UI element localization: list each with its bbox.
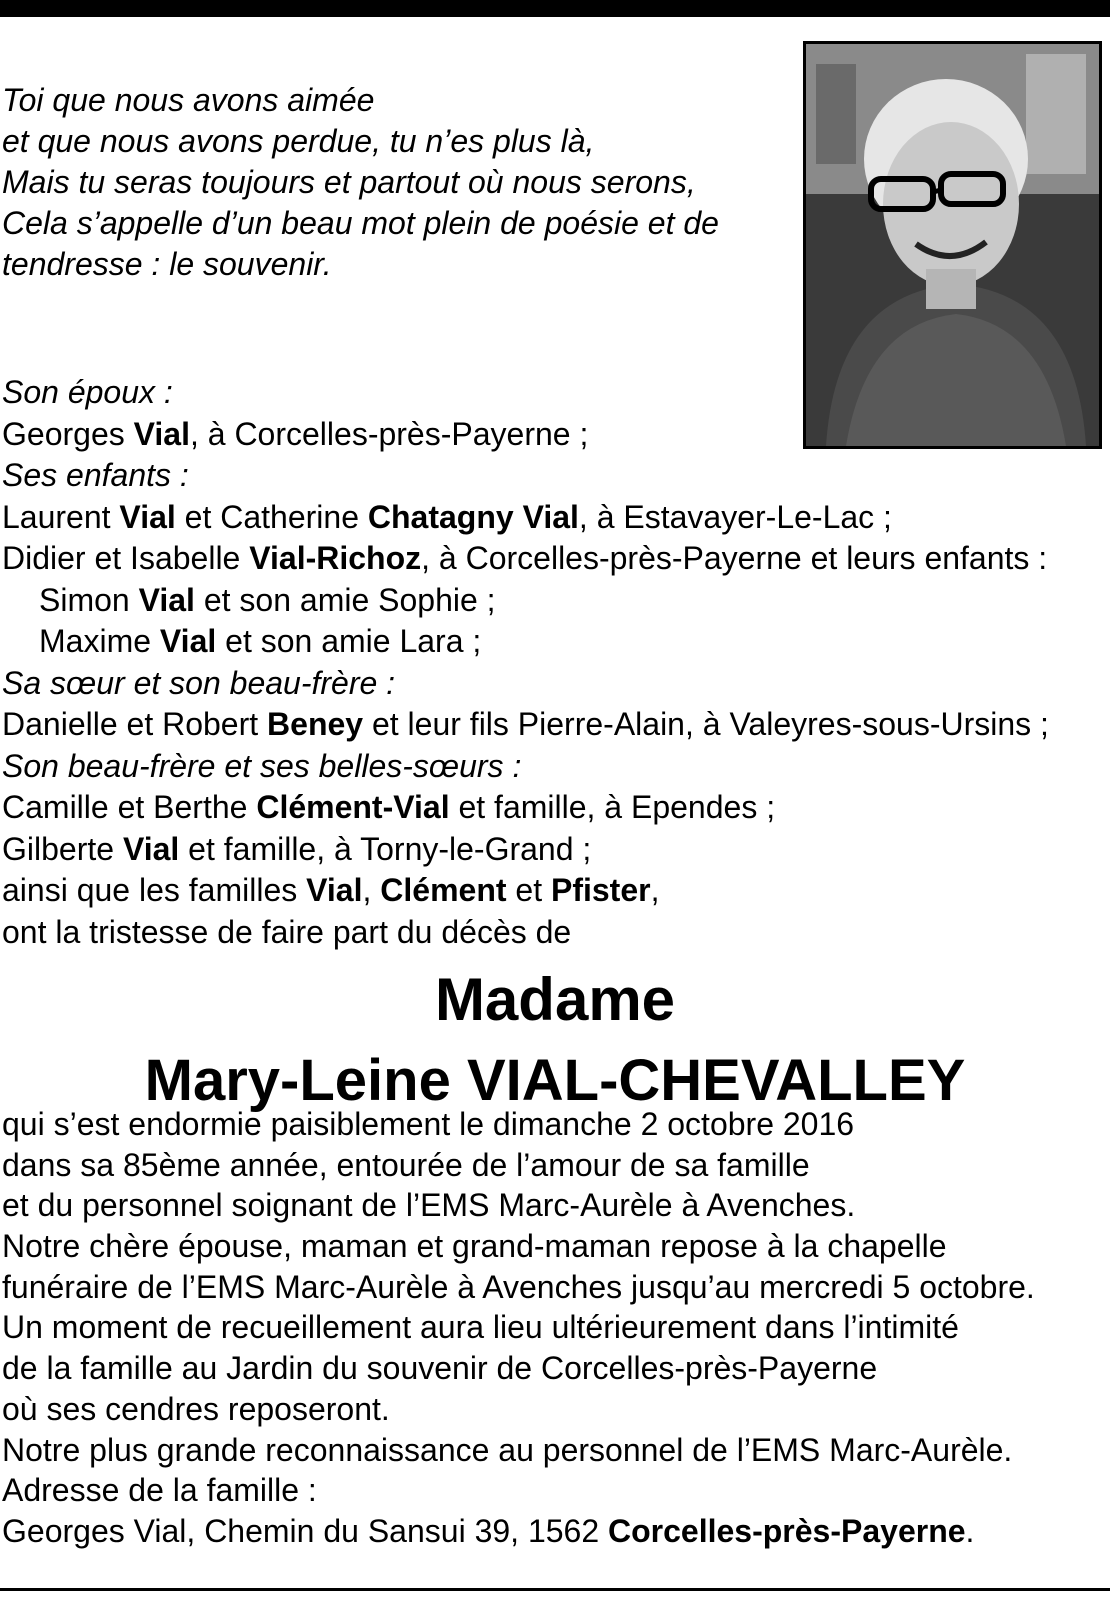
child-line — [2, 497, 1102, 539]
deceased-title: Madame — [434, 966, 676, 1033]
text: et famille, à Torny-le-Grand ; — [179, 830, 592, 867]
child-line — [2, 538, 1102, 580]
text: et Catherine — [175, 498, 368, 535]
deceased-name-block — [0, 960, 1110, 1122]
text: et famille, à Ependes ; — [449, 789, 776, 825]
text: Georges — [2, 415, 134, 452]
address-town: Corcelles-près-Payerne — [608, 1512, 966, 1549]
details-line: où ses cendres reposeront. — [2, 1390, 390, 1427]
poem-line: Toi que nous avons aimée — [2, 82, 375, 118]
surname: Vial — [133, 415, 190, 452]
text: Maxime — [39, 623, 160, 659]
details-line: Notre chère épouse, maman et grand-maman repose à la chapelle — [2, 1228, 947, 1265]
surname: Vial — [138, 581, 195, 618]
poem-line: et que nous avons perdue, tu n’es plus là, — [2, 123, 595, 159]
poem-line: Mais tu seras toujours et partout où nous serons, — [2, 164, 696, 200]
sister-line — [2, 704, 1102, 746]
text: et son amie Lara ; — [216, 623, 482, 659]
text: et leur fils Pierre-Alain, à Valeyres-sous-Ursins ; — [363, 706, 1049, 742]
text: Camille et Berthe — [2, 789, 257, 825]
inlaw-line — [2, 829, 1102, 871]
family-address — [2, 1511, 1102, 1552]
text: Laurent — [2, 498, 120, 535]
text: Gilberte — [2, 830, 123, 867]
text: et — [506, 872, 551, 908]
surname: Vial — [122, 830, 180, 867]
details-line: Notre plus grande reconnaissance au personnel de l’EMS Marc-Aurèle. — [2, 1431, 1013, 1468]
inlaws-heading: Son beau-frère et ses belles-sœurs : — [2, 747, 522, 784]
bottom-rule — [0, 1588, 1110, 1591]
details-line: Un moment de recueillement aura lieu ultérieurement dans l’intimité — [2, 1309, 959, 1346]
text: Didier et Isabelle — [2, 540, 250, 576]
text: . — [965, 1512, 975, 1549]
poem-line: Cela s’appelle d’un beau mot plein de poésie et de — [2, 205, 719, 241]
details-line: qui s’est endormie paisiblement le dimanche 2 octobre 2016 — [2, 1106, 855, 1142]
details-line: et du personnel soignant de l’EMS Marc-Aurèle à Avenches. — [2, 1187, 856, 1224]
surname: Beney — [267, 706, 364, 742]
surname: Pfister — [550, 872, 651, 908]
surname: Clément-Vial — [256, 789, 450, 825]
children-heading: Ses enfants : — [2, 457, 189, 493]
sister-heading: Sa sœur et son beau-frère : — [2, 664, 396, 701]
grandchild-line — [2, 621, 1102, 663]
memorial-poem — [2, 80, 792, 285]
text: Georges Vial, Chemin du Sansui 39, 1562 — [2, 1512, 609, 1549]
text: , à Corcelles-près-Payerne ; — [189, 415, 589, 452]
surname: Vial — [119, 498, 176, 535]
text: et son amie Sophie ; — [194, 581, 496, 618]
details-line: Adresse de la famille : — [2, 1472, 317, 1509]
text: , — [650, 872, 660, 908]
text: ainsi que les familles — [2, 872, 307, 908]
family-list — [2, 372, 1102, 953]
grandchild-line — [2, 580, 1102, 622]
details-line: de la famille au Jardin du souvenir de Corcelles-près-Payerne — [2, 1350, 878, 1387]
text: Simon — [39, 581, 139, 618]
families-line — [2, 870, 1102, 912]
details-line: dans sa 85ème année, entourée de l’amour de sa famille — [2, 1146, 810, 1183]
poem-line: tendresse : le souvenir. — [2, 246, 332, 282]
text: , à Estavayer-Le-Lac ; — [578, 498, 892, 535]
surname: Chatagny Vial — [367, 498, 579, 535]
spouse-heading: Son époux : — [2, 374, 173, 410]
surname: Vial-Richoz — [249, 540, 422, 576]
spouse-line — [2, 414, 1102, 456]
top-rule — [0, 0, 1110, 17]
surname: Vial — [159, 623, 217, 659]
text: Danielle et Robert — [2, 706, 268, 742]
text: , — [362, 872, 381, 908]
surname: Clément — [380, 872, 507, 908]
announcement-line: ont la tristesse de faire part du décès de — [2, 913, 572, 950]
details-text — [2, 1104, 1102, 1552]
deceased-name: Mary-Leine VIAL-CHEVALLEY — [144, 1048, 966, 1113]
text: , à Corcelles-près-Payerne et leurs enfants : — [421, 540, 1048, 576]
surname: Vial — [306, 872, 363, 908]
details-line: funéraire de l’EMS Marc-Aurèle à Avenches jusqu’au mercredi 5 octobre. — [2, 1268, 1035, 1305]
inlaw-line — [2, 787, 1102, 829]
